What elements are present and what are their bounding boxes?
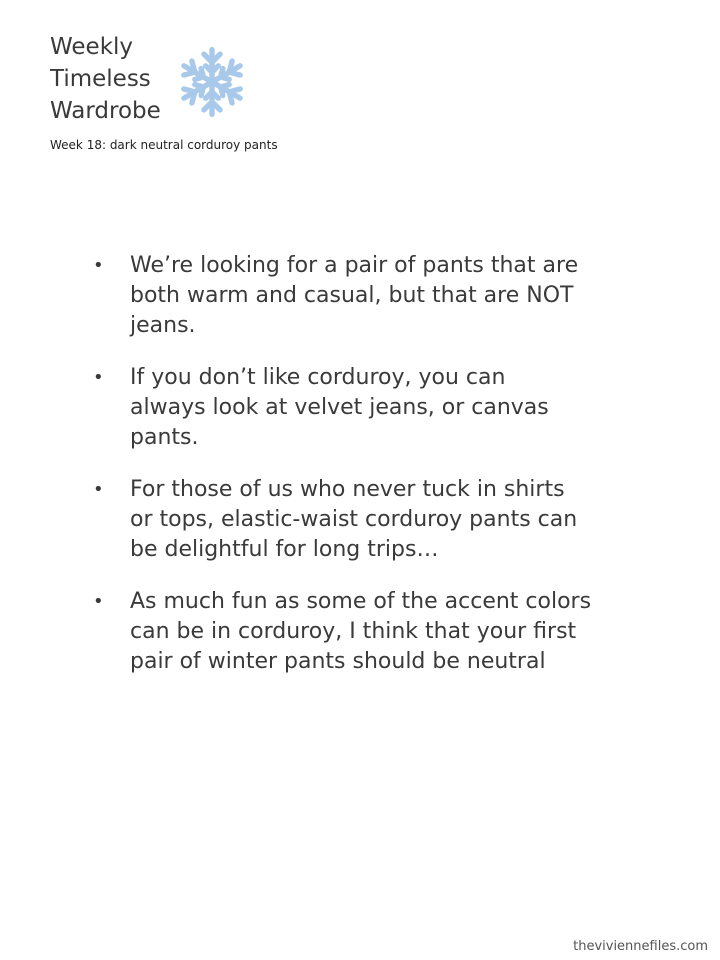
bullet-list <box>93 251 653 699</box>
subtitle: Week 18: dark neutral corduroy pants <box>50 138 278 152</box>
bullet-line: For those of us who never tuck in shirts <box>130 477 565 502</box>
bullet-line: pair of winter pants should be neutral <box>130 649 546 674</box>
bullet-line: or tops, elastic-waist corduroy pants can <box>130 507 578 532</box>
bullet-line: can be in corduroy, I think that your first <box>130 619 577 644</box>
bullet-marker: • <box>93 367 104 388</box>
title-line-timeless: Timeless <box>50 66 151 92</box>
bullet-line: If you don’t like corduroy, you can <box>130 365 506 390</box>
snowflake-icon <box>176 44 248 120</box>
bullet-line: always look at velvet jeans, or canvas <box>130 395 549 420</box>
bullet-item <box>93 251 653 341</box>
bullet-item <box>93 475 653 565</box>
bullet-item <box>93 587 653 677</box>
title-line-weekly: Weekly <box>50 34 134 60</box>
title-line-wardrobe: Wardrobe <box>50 98 161 124</box>
bullet-line: As much fun as some of the accent colors <box>130 589 592 614</box>
bullet-item <box>93 363 653 453</box>
bullet-marker: • <box>93 479 104 500</box>
bullet-line: jeans. <box>130 313 196 338</box>
bullet-line: pants. <box>130 425 199 450</box>
bullet-marker: • <box>93 255 104 276</box>
bullet-line: both warm and casual, but that are NOT <box>130 283 574 308</box>
footer-site: theviviennefiles.com <box>573 939 708 954</box>
bullet-line: We’re looking for a pair of pants that are <box>130 253 579 278</box>
bullet-marker: • <box>93 591 104 612</box>
bullet-line: be delightful for long trips… <box>130 537 439 562</box>
